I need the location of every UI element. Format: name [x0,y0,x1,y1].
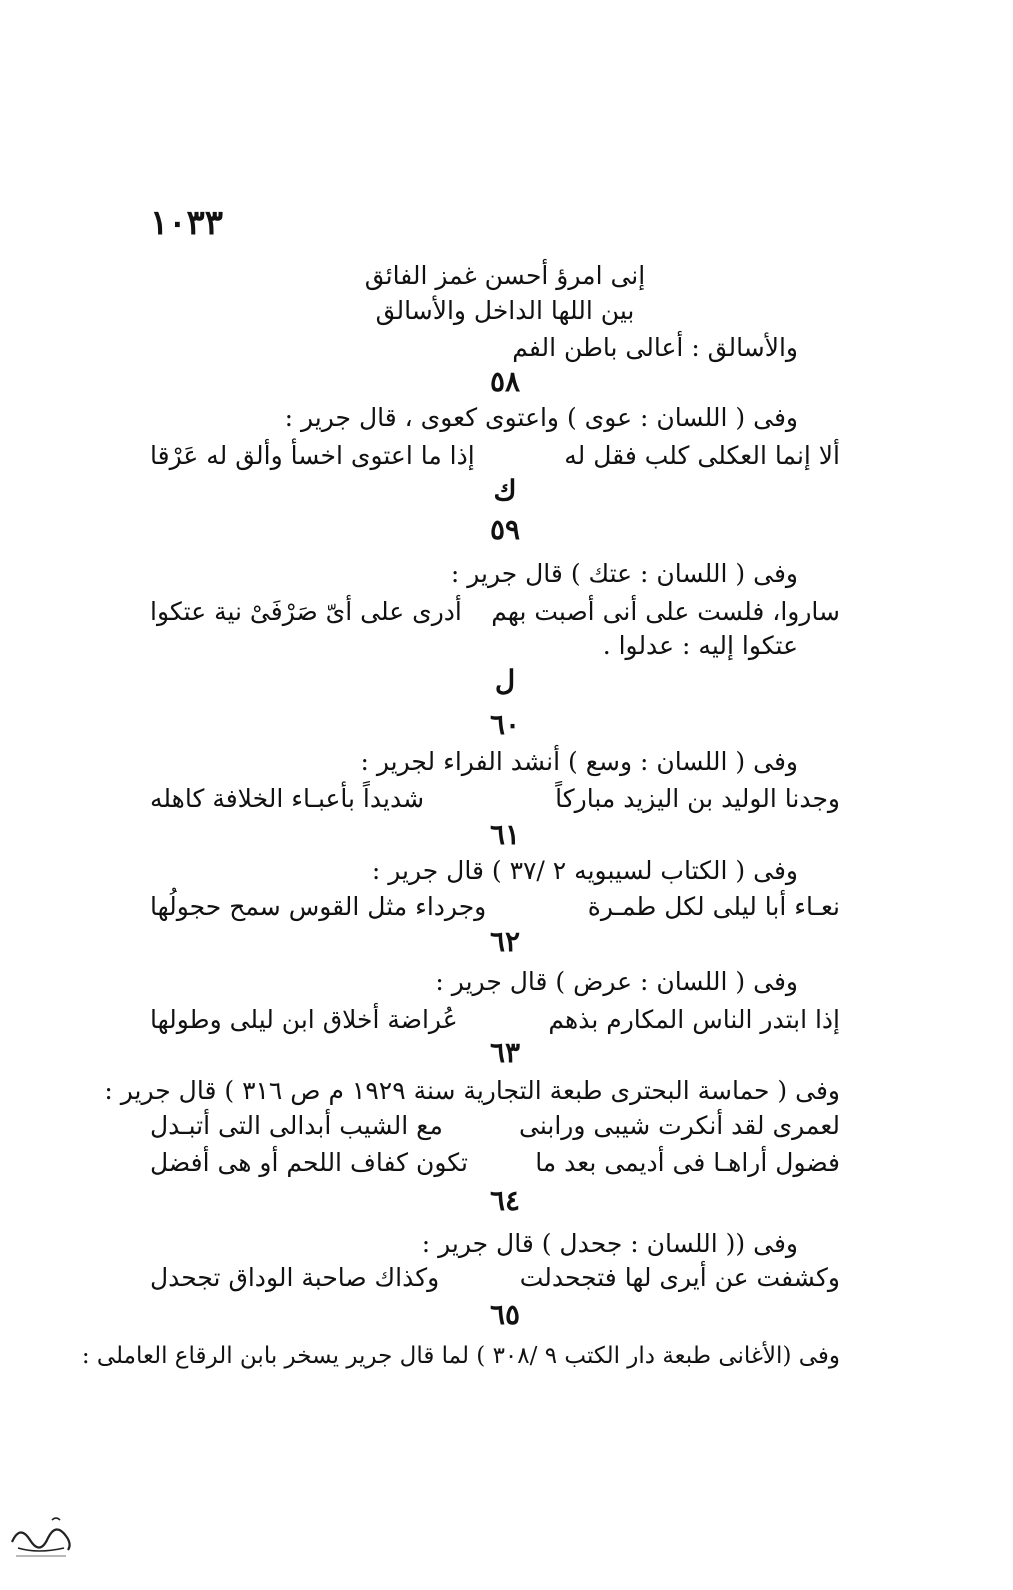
hemistich-first: وكشفت عن أيرى لها فتجحدلت [519,1263,840,1292]
entry-number: ٦٥ [489,1298,521,1331]
verse-couplet [150,596,840,628]
source-line: وفى ( اللسان : وسع ) أنشد الفراء لجرير : [360,747,798,776]
note-letter: ل [494,664,516,697]
hemistich-second: وجرداء مثل القوس سمح حجولُها [150,892,487,921]
hemistich-first: ساروا، فلست على أنى أصبت بهم [491,597,840,626]
hemistich-first: لعمرى لقد أنكرت شيبى ورابنى [518,1111,840,1140]
verse-line: بين اللها الداخل والأسالق [375,296,635,325]
hemistich-second: أدرى على أىّ صَرْفَىْ نية عتكوا [150,597,462,626]
entry-number: ٦٢ [489,925,521,958]
hemistich-second: شديداً بأعبـاء الخلافة كاهله [150,784,425,813]
hemistich-second: وكذاك صاحبة الوداق تجحدل [150,1263,440,1292]
hemistich-second: إذا ما اعتوى اخسأ وألق له عَرْقا [150,441,475,470]
source-line: وفى ( اللسان : عوى ) واعتوى كعوى ، قال جرير : [284,403,798,432]
hemistich-first: وجدنا الوليد بن اليزيد مباركاً [555,784,840,813]
verse-couplet [150,891,840,923]
entry-number: ٦٣ [489,1036,521,1069]
source-line: وفى ( حماسة البحترى طبعة التجارية سنة ١٩٢٩ م ص ٣١٦ ) قال جرير : [104,1076,840,1105]
hemistich-first: فضول أراهـا فى أديمى بعد ما [535,1148,840,1177]
entry-number: ٦٠ [489,708,521,741]
hemistich-second: عُراضة أخلاق ابن ليلى وطولها [150,1005,458,1034]
library-stamp-logo [8,1512,78,1562]
verse-line: إنى امرؤ أحسن غمز الفائق [364,261,646,290]
verse-couplet [150,1147,840,1179]
verse-couplet [150,1110,840,1142]
entry-number: ٦١ [489,818,521,851]
source-line: وفى ( اللسان : عتك ) قال جرير : [450,559,798,588]
hemistich-first: إذا ابتدر الناس المكارم بذهم [548,1005,840,1034]
note-letter: ك [493,474,517,507]
hemistich-second: تكون كفاف اللحم أو هى أفضل [150,1148,469,1177]
hemistich-first: نعـاء أبا ليلى لكل طمـرة [587,892,840,921]
source-line: وفى ( اللسان : عرض ) قال جرير : [435,967,798,996]
page-number: ١٠٣٣ [150,203,224,243]
entry-number: ٥٨ [489,365,521,398]
entry-number: ٥٩ [489,513,521,546]
verse-couplet [150,783,840,815]
hemistich-second: مع الشيب أبدالى التى أتبـدل [150,1111,443,1140]
verse-couplet [150,440,840,472]
entry-number: ٦٤ [489,1184,521,1217]
gloss-line: والأسالق : أعالى باطن الفم [512,333,798,362]
source-line: وفى (( اللسان : جحدل ) قال جرير : [421,1229,798,1258]
source-line: وفى ( الكتاب لسيبويه ٢ /٣٧ ) قال جرير : [371,856,798,885]
hemistich-first: ألا إنما العكلى كلب فقل له [564,441,840,470]
verse-couplet [150,1262,840,1294]
gloss-line: عتكوا إليه : عدلوا . [602,631,798,660]
source-line: وفى (الأغانى طبعة دار الكتب ٩ /٣٠٨ ) لما قال جرير يسخر بابن الرقاع العاملى : [81,1343,840,1369]
verse-couplet [150,1004,840,1036]
